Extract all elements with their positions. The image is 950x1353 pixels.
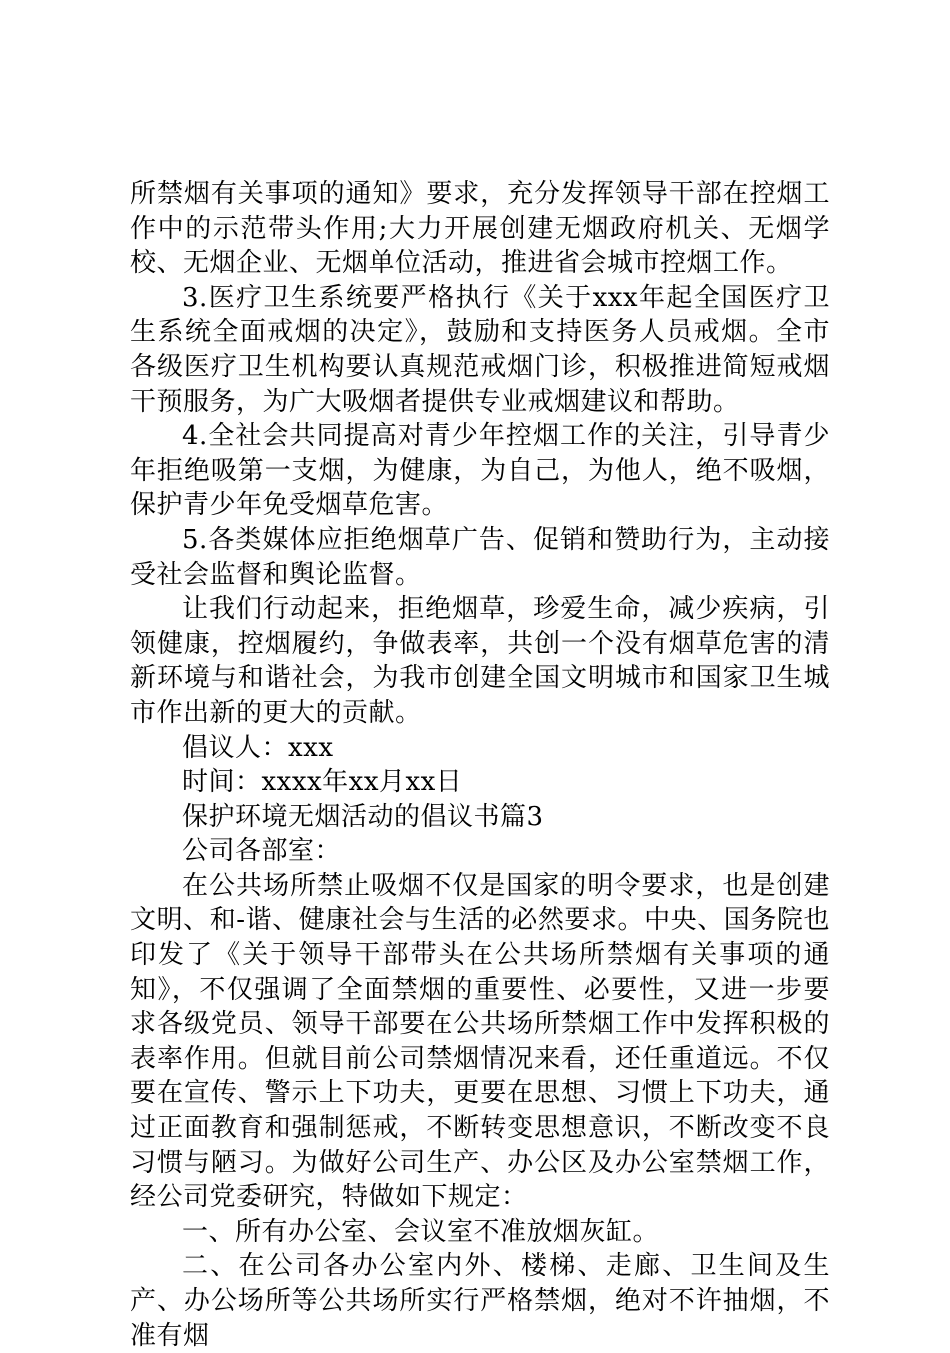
- paragraph-2: 3.医疗卫生系统要严格执行《关于xxx年起全国医疗卫生系统全面戒烟的决定》，鼓励和支持医务人员戒烟。全市各级医疗卫生机构要认真规范戒烟门诊，积极推进简短戒烟干预服务，为广大吸烟者提供专业戒烟建议和帮助。: [130, 282, 830, 417]
- section-title: 保护环境无烟活动的倡议书篇3: [182, 801, 544, 832]
- paragraph-3: 4.全社会共同提高对青少年控烟工作的关注，引导青少年拒绝吸第一支烟，为健康，为自己，为他人，绝不吸烟，保护青少年免受烟草危害。: [130, 421, 830, 521]
- initiator-line: 倡议人：xxx: [182, 732, 334, 763]
- date-line: 时间：xxxx年xx月xx日: [182, 767, 463, 798]
- paragraph-1: 所禁烟有关事项的通知》要求，充分发挥领导干部在控烟工作中的示范带头作用;大力开展创建无烟政府机关、无烟学校、无烟企业、无烟单位活动，推进省会城市控烟工作。: [130, 179, 830, 279]
- paragraph-5: 让我们行动起来，拒绝烟草，珍爱生命，减少疾病，引领健康，控烟履约，争做表率，共创一个没有烟草危害的清新环境与和谐社会，为我市创建全国文明城市和国家卫生城市作出新的更大的贡献。: [130, 594, 830, 728]
- rule-2: 二、在公司各办公室内外、楼梯、走廊、卫生间及生产、办公场所等公共场所实行严格禁烟，绝对不许抽烟，不准有烟: [130, 1251, 830, 1351]
- document-body: [130, 177, 830, 1353]
- salutation: 公司各部室：: [182, 836, 342, 867]
- paragraph-main: 在公共场所禁止吸烟不仅是国家的明令要求，也是创建文明、和-谐、健康社会与生活的必然要求。中央、国务院也印发了《关于领导干部带头在公共场所禁烟有关事项的通知》，不仅强调了全面禁烟的重要性、必要性，又进一步要求各级党员、领导干部要在公共场所禁烟工作中发挥积极的表率作用。但就目前公司禁烟情况来看，还任重道远。不仅要在宣传、警示上下功夫，更要在思想、习惯上下功夫，通过正面教育和强制惩戒，不断转变思想意识，不断改变不良习惯与陋习。为做好公司生产、办公区及办公室禁烟工作，经公司党委研究，特做如下规定：: [130, 870, 830, 1213]
- paragraph-4: 5.各类媒体应拒绝烟草广告、促销和赞助行为，主动接受社会监督和舆论监督。: [130, 524, 830, 590]
- rule-1: 一、所有办公室、会议室不准放烟灰缸。: [182, 1216, 660, 1247]
